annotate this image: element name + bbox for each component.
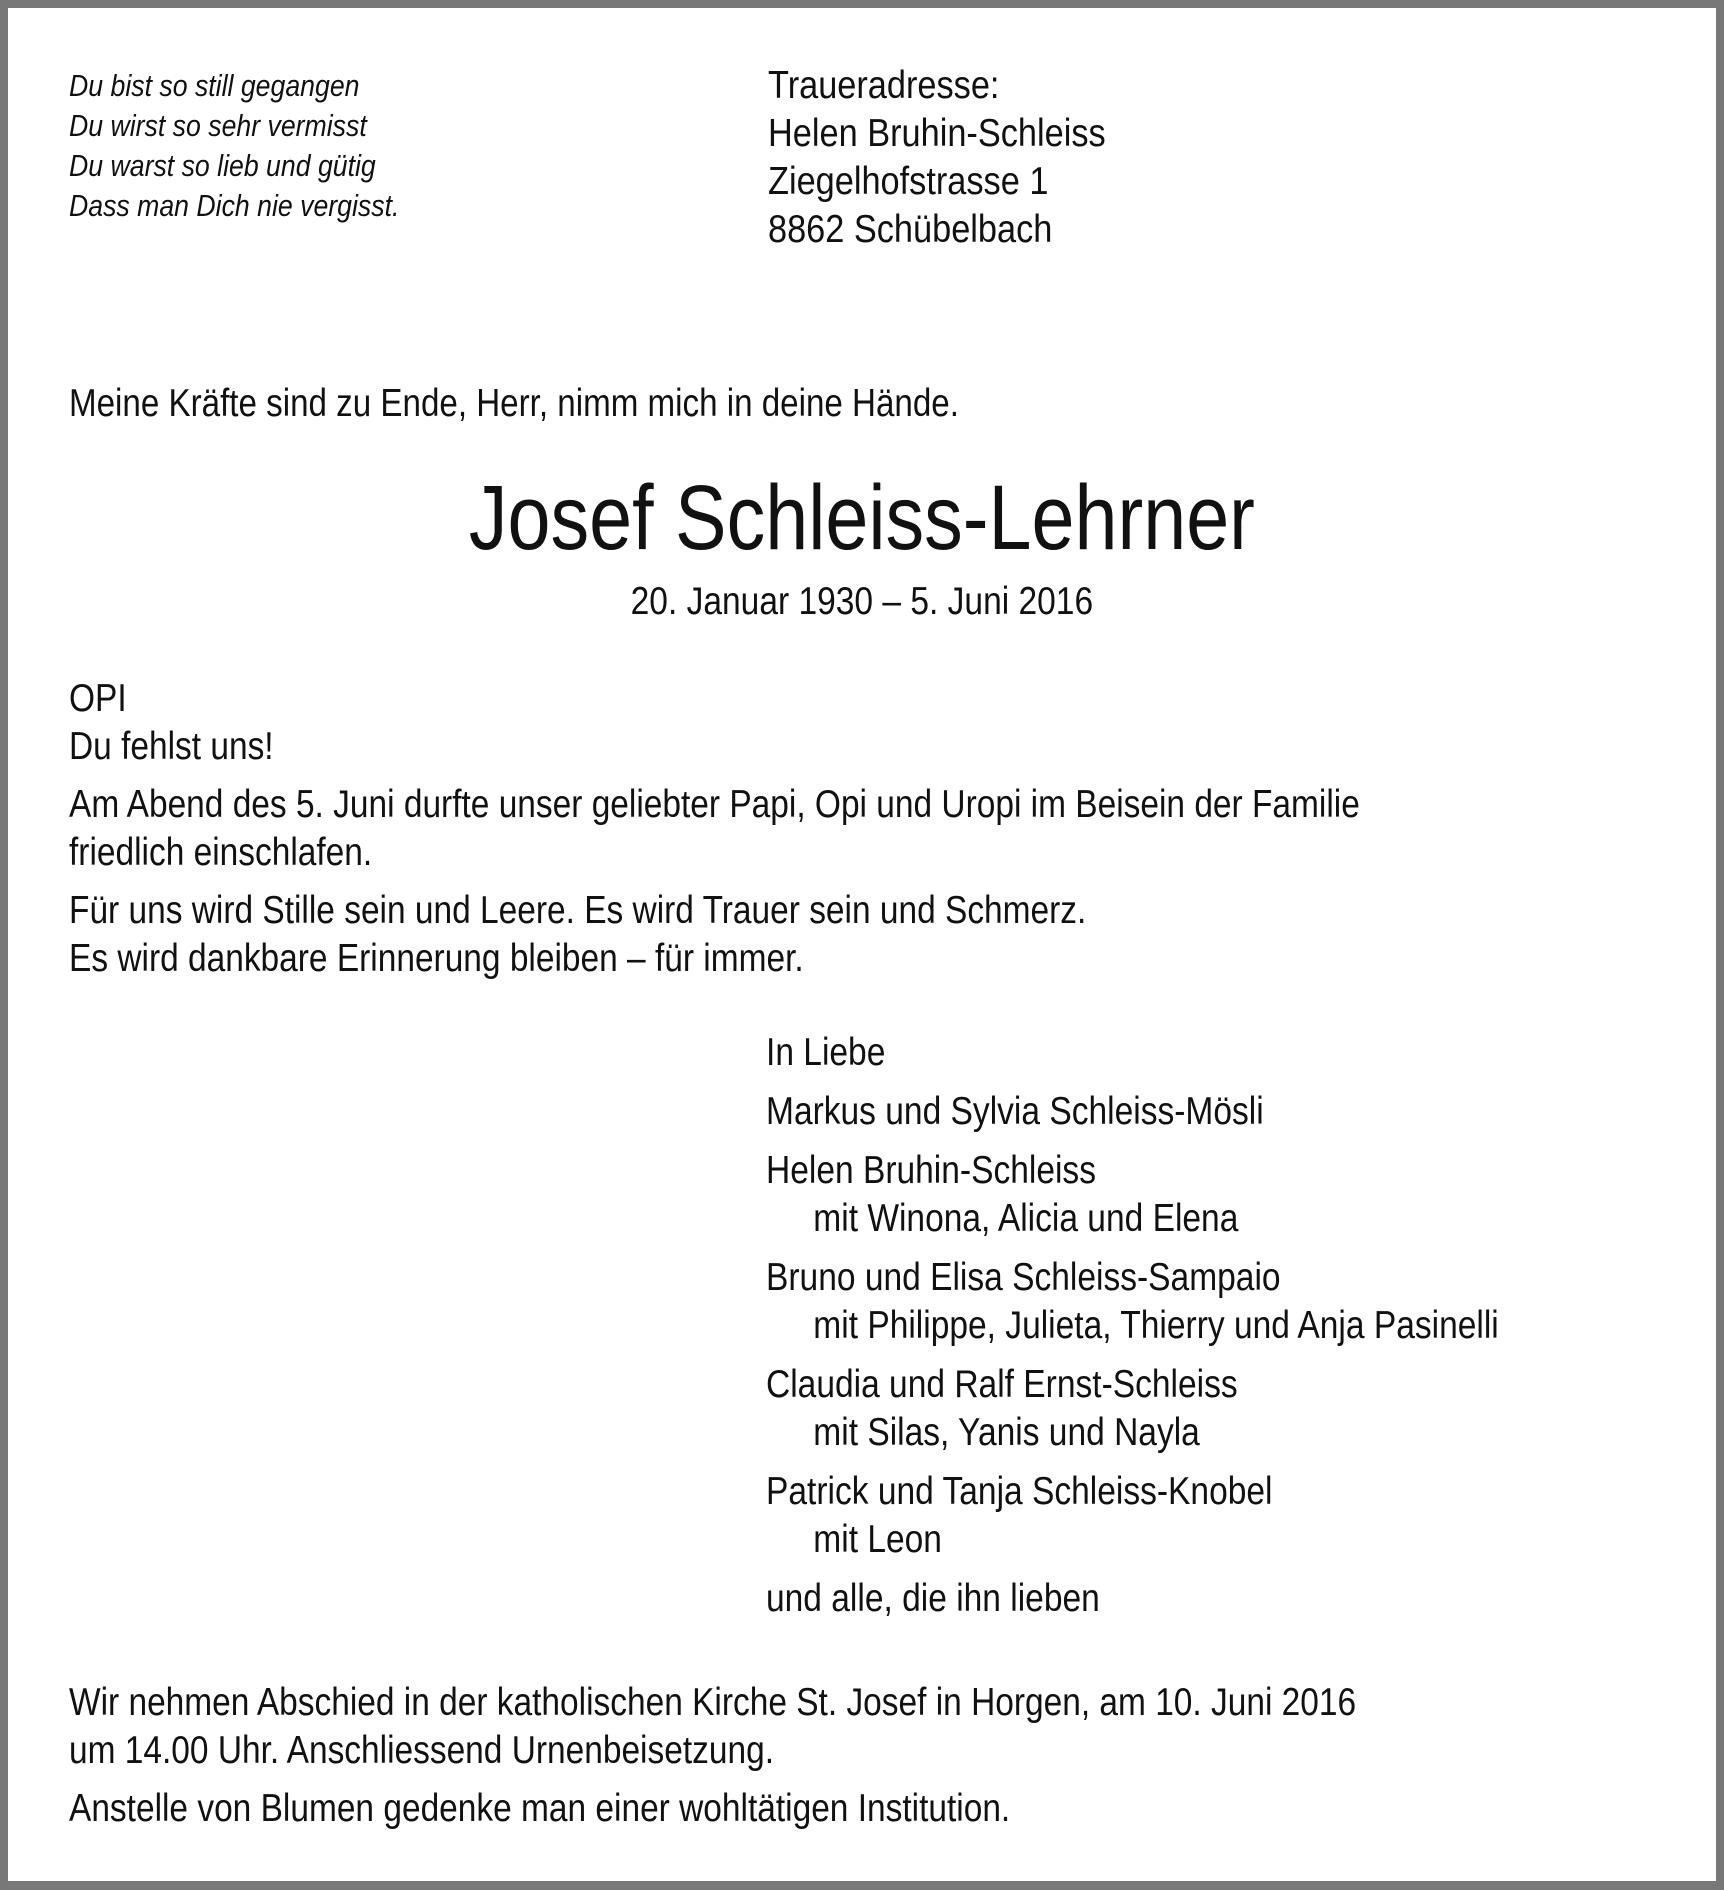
service-line: um 14.00 Uhr. Anschliessend Urnenbeisetzung.	[69, 1729, 774, 1772]
poem	[69, 66, 399, 226]
deceased-name: Josef Schleiss-Lehrner	[468, 467, 1256, 569]
greeting: OPI	[69, 677, 127, 720]
mourning-address	[768, 62, 1106, 254]
family-member: Helen Bruhin-Schleiss	[766, 1149, 1096, 1192]
reflection-line: Für uns wird Stille sein und Leere. Es wird Trauer sein und Schmerz.	[69, 889, 1087, 932]
family-children: mit Silas, Yanis und Nayla	[813, 1411, 1200, 1454]
announcement-line: Am Abend des 5. Juni durfte unser geliebter Papi, Opi und Uropi im Beisein der Familie	[69, 783, 1360, 826]
poem-line: Du wirst so sehr vermisst	[69, 108, 367, 143]
family-member: Patrick und Tanja Schleiss-Knobel	[766, 1470, 1273, 1513]
family-intro: In Liebe	[766, 1031, 886, 1074]
address-name: Helen Bruhin-Schleiss	[768, 112, 1106, 155]
family-member: Claudia und Ralf Ernst-Schleiss	[766, 1363, 1238, 1406]
address-city: 8862 Schübelbach	[768, 208, 1053, 251]
address-label: Traueradresse:	[768, 64, 1000, 107]
family-children: mit Leon	[813, 1518, 942, 1561]
verse: Meine Kräfte sind zu Ende, Herr, nimm mich in deine Hände.	[69, 382, 959, 425]
deceased-name-row	[8, 463, 1716, 573]
donation-note: Anstelle von Blumen gedenke man einer wohltätigen Institution.	[69, 1787, 1011, 1830]
address-street: Ziegelhofstrasse 1	[768, 160, 1049, 203]
obituary-page	[8, 8, 1716, 1881]
family-member: Bruno und Elisa Schleiss-Sampaio	[766, 1256, 1281, 1299]
announcement-line: friedlich einschlafen.	[69, 831, 373, 874]
poem-line: Du warst so lieb und gütig	[69, 148, 376, 183]
service-line: Wir nehmen Abschied in der katholischen Kirche St. Josef in Horgen, am 10. Juni 2016	[69, 1681, 1357, 1724]
message-block	[69, 675, 1360, 983]
reflection-line: Es wird dankbare Erinnerung bleiben – für immer.	[69, 937, 804, 980]
life-dates: 20. Januar 1930 – 5. Juni 2016	[630, 580, 1094, 623]
poem-line: Du bist so still gegangen	[69, 68, 360, 103]
family-closing: und alle, die ihn lieben	[766, 1577, 1100, 1620]
poem-line: Dass man Dich nie vergisst.	[69, 188, 400, 223]
family-list	[766, 1029, 1499, 1623]
family-children: mit Philippe, Julieta, Thierry und Anja Pasinelli	[813, 1304, 1499, 1347]
missing-line: Du fehlst uns!	[69, 725, 274, 768]
service-info	[69, 1679, 1356, 1833]
life-dates-row	[8, 578, 1716, 626]
family-member: Markus und Sylvia Schleiss-Mösli	[766, 1090, 1264, 1133]
family-children: mit Winona, Alicia und Elena	[813, 1197, 1239, 1240]
